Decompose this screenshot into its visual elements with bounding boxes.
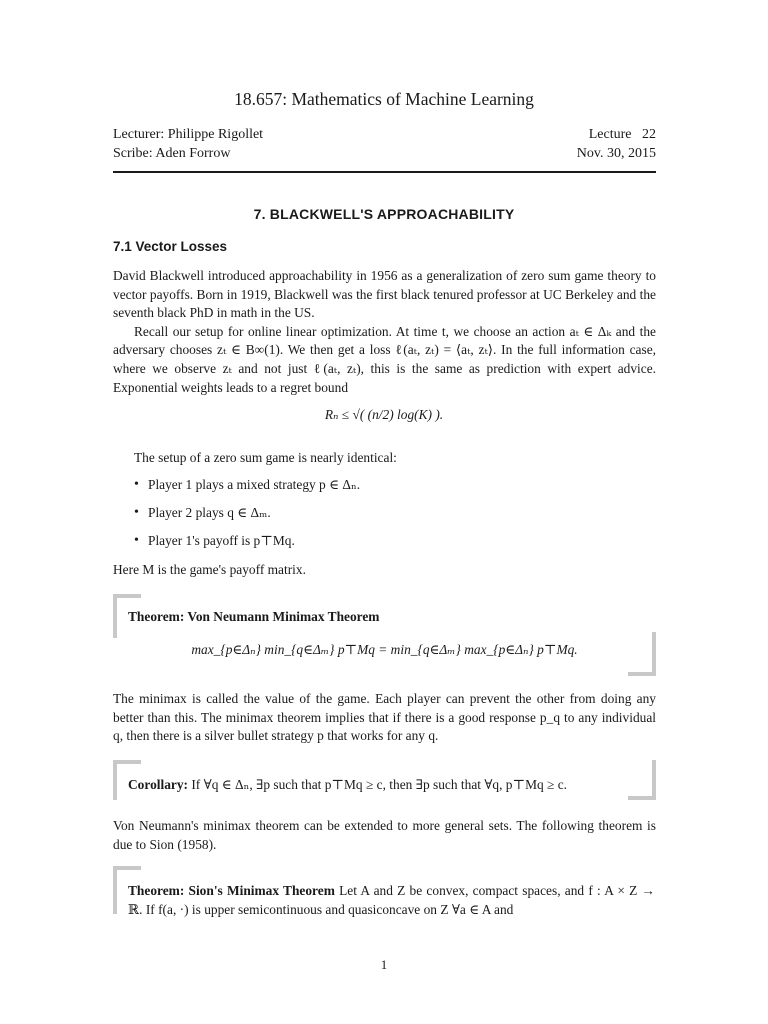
paragraph-4: Here M is the game's payoff matrix. xyxy=(113,562,306,577)
list-item: • Player 1's payoff is p⊤Mq. xyxy=(134,532,654,550)
setup-bullet-list xyxy=(134,476,654,560)
lecture-header-right xyxy=(577,125,656,163)
theorem-2-text xyxy=(128,882,655,919)
paragraph-1: David Blackwell introduced approachability in 1956 as a generalization of zero sum game theory to vector payoffs. Born in 1919, Blackwell was the first black tenured professor at UC Berkeley and the seventh black PhD in math in the US. xyxy=(113,268,656,321)
list-item: • Player 1 plays a mixed strategy p ∈ Δₙ. xyxy=(134,476,654,494)
chapter-title: 7. BLACKWELL'S APPROACHABILITY xyxy=(253,206,515,222)
theorem-sion-box xyxy=(113,866,656,936)
lecture-header-left xyxy=(113,125,263,163)
list-item: • Player 2 plays q ∈ Δₘ. xyxy=(134,504,654,522)
regret-bound-equation: Rₙ ≤ √( (n/2) log(K) ). xyxy=(324,407,444,422)
paragraph-intro xyxy=(113,267,656,397)
lecturer-line: Lecturer: Philippe Rigollet xyxy=(113,127,264,142)
paragraph-5: The minimax is called the value of the game. Each player can prevent the other from doing any better than this. The minimax theorem implies that if there is a good response p_q to any individual q, then there is a silver bullet strategy p that works for any q. xyxy=(113,691,656,744)
corollary-label: Corollary: xyxy=(128,777,188,792)
theorem-2-title: Theorem: Sion's Minimax Theorem xyxy=(128,883,335,898)
corollary-box xyxy=(113,760,656,800)
paragraph-2: Recall our setup for online linear optimization. At time t, we choose an action aₜ ∈ Δₖ and the adversary chooses zₜ ∈ B∞(1). We then get a loss ℓ(aₜ, zₜ) = ⟨aₜ, zₜ⟩. In the full information case, where we observe zₜ and not just ℓ(aₜ, zₜ), this is the same as prediction with expert advice. Exponential weights leads to a regret bound xyxy=(113,323,656,395)
scribe-line: Scribe: Aden Forrow xyxy=(113,146,231,161)
theorem-1-title: Theorem: Von Neumann Minimax Theorem xyxy=(128,609,380,624)
paragraph-3: The setup of a zero sum game is nearly identical: xyxy=(134,450,397,465)
lecture-number: Lecture 22 xyxy=(588,127,656,142)
page-number: 1 xyxy=(380,957,388,972)
theorem-2-body: Let A and Z be convex, compact spaces, and f : A × Z → ℝ. If f(a, ·) is upper semicontinuous and quasiconcave on Z ∀a ∈ A and xyxy=(128,883,655,917)
corollary-text: If ∀q ∈ Δₙ, ∃p such that p⊤Mq ≥ c, then ∃p such that ∀q, p⊤Mq ≥ c. xyxy=(188,777,568,792)
section-title: 7.1 Vector Losses xyxy=(113,239,228,254)
corollary-text-line xyxy=(128,776,643,795)
paragraph-6: Von Neumann's minimax theorem can be extended to more general sets. The following theorem is due to Sion (1958). xyxy=(113,818,656,852)
header-rule xyxy=(113,171,656,173)
course-title: 18.657: Mathematics of Machine Learning xyxy=(234,89,534,109)
minimax-equation: max_{p∈Δₙ} min_{q∈Δₘ} p⊤Mq = min_{q∈Δₘ} max_{p∈Δₙ} p⊤Mq. xyxy=(191,642,578,657)
theorem-von-neumann-box xyxy=(113,594,656,676)
lecture-date: Nov. 30, 2015 xyxy=(576,146,656,161)
